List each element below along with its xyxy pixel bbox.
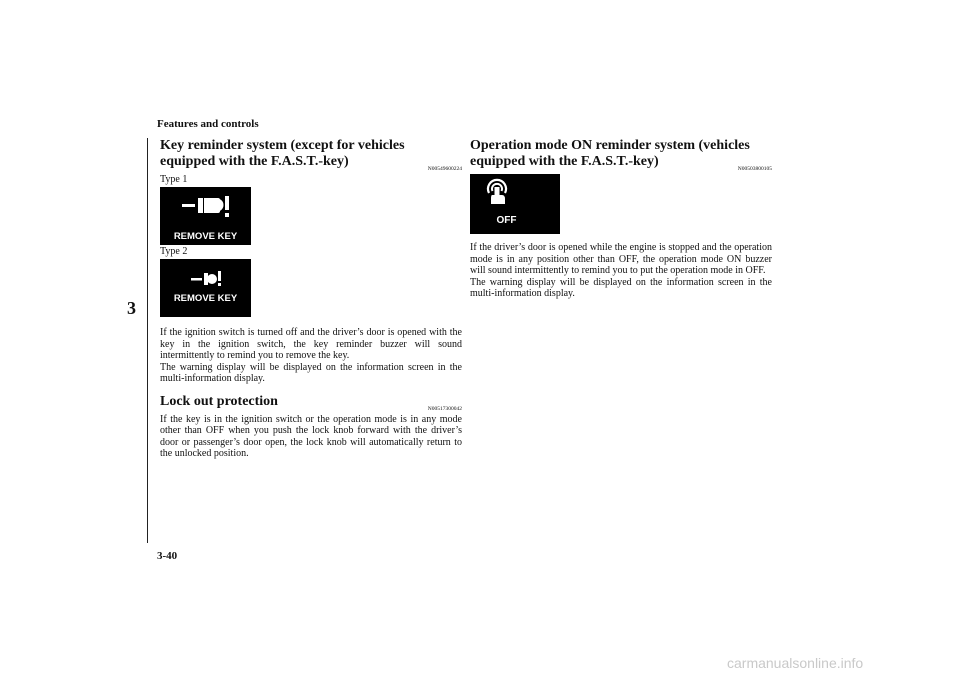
operation-mode-para2: The warning display will be displayed on the information screen in the multi-information display.	[470, 276, 772, 299]
type2-display-text: REMOVE KEY	[173, 293, 238, 304]
operation-mode-display-text: OFF	[496, 215, 517, 226]
type1-display-text: REMOVE KEY	[173, 231, 238, 242]
section-header: Features and controls	[157, 118, 259, 130]
key-reminder-para2: The warning display will be displayed on the information screen in the multi-information display.	[160, 361, 462, 384]
operation-mode-display	[470, 174, 560, 234]
type2-label: Type 2	[160, 246, 188, 257]
type1-label: Type 1	[160, 174, 188, 185]
watermark: carmanualsonline.info	[727, 655, 864, 671]
key-reminder-title: Key reminder system (except for vehicles equipped with the F.A.S.T.-key)	[160, 138, 405, 169]
chapter-number: 3	[127, 298, 136, 318]
key-in-ignition-icon	[160, 259, 251, 317]
page-number: 3-40	[157, 550, 178, 562]
operation-mode-title: Operation mode ON reminder system (vehicles equipped with the F.A.S.T.-key)	[470, 138, 750, 169]
lock-out-title: Lock out protection	[160, 393, 278, 409]
left-column	[160, 138, 462, 460]
lock-out-para1: If the key is in the ignition switch or the operation mode is in any mode other than OFF when you push the lock knob forward with the driver’s door or passenger’s door open, the lock knob will automatically return to the unlocked position.	[160, 413, 462, 459]
right-column	[470, 138, 772, 300]
key-reminder-para1: If the ignition switch is turned off and the driver’s door is opened with the key in the ignition switch, the key reminder buzzer will sound intermittently to remind you to remove the key.	[160, 327, 462, 361]
chapter-divider	[147, 138, 148, 543]
remove-key-display-type2	[160, 259, 251, 317]
operation-mode-para1: If the driver’s door is opened while the engine is stopped and the operation mode is in any position other than OFF, the operation mode ON buzzer will sound intermittently to remind you to put the operation mode in OFF.	[470, 242, 772, 276]
remove-key-display-type1	[160, 187, 251, 245]
key-reminder-code: N00549600224	[427, 166, 462, 172]
operation-mode-code: N00503800105	[737, 166, 772, 172]
lock-out-code: N00517300042	[427, 405, 462, 412]
